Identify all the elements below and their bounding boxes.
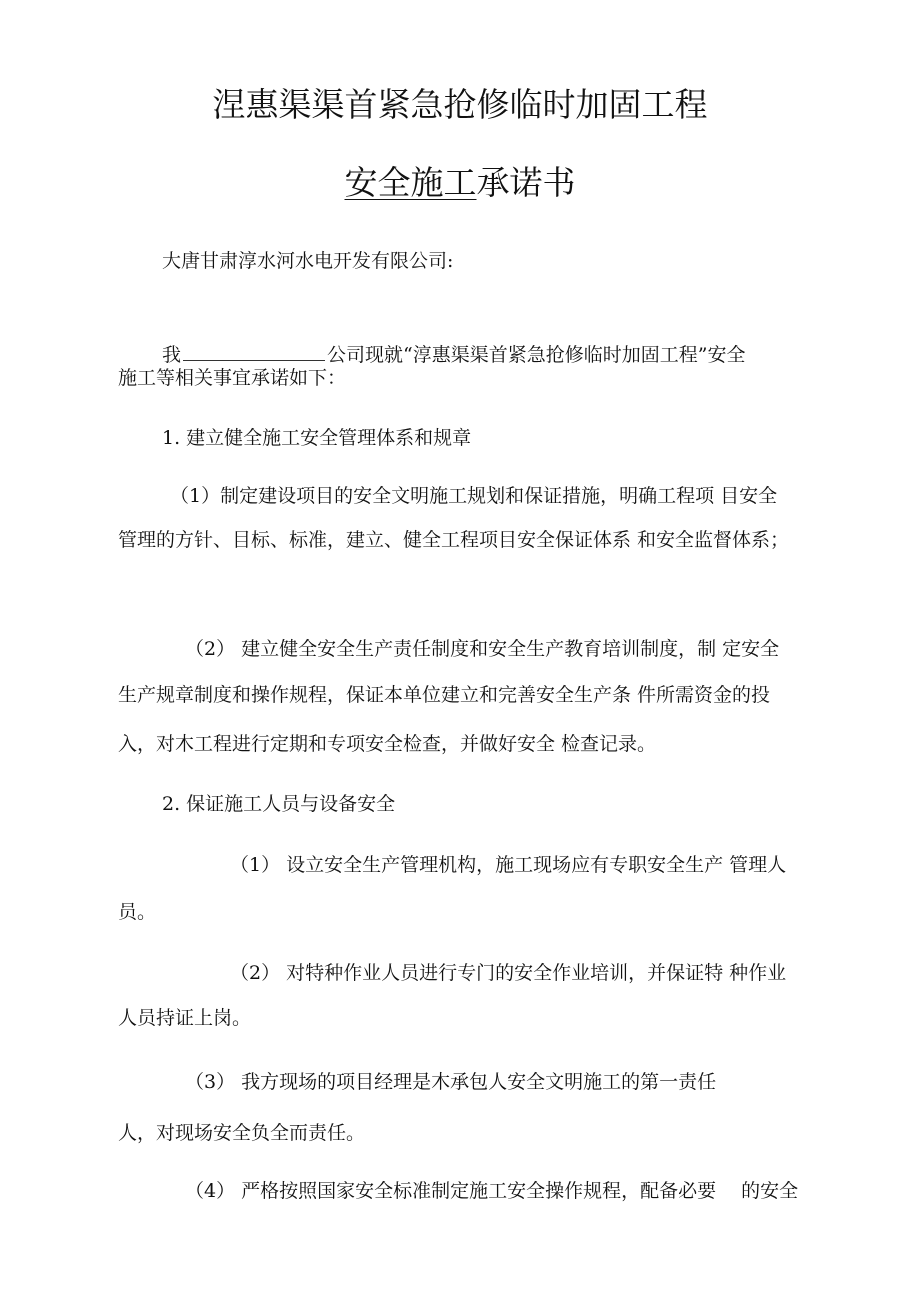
- intro-suffix: 公司现就“淳惠渠渠首紧急抢修临时加固工程”安全: [327, 344, 746, 366]
- intro-prefix: 我: [162, 344, 182, 366]
- addressee: 大唐甘肃淳水河水电开发有限公司:: [162, 250, 454, 272]
- s2-item-2-line-2: 人员持证上岗。: [118, 1007, 252, 1029]
- company-name-blank: [183, 342, 325, 361]
- subtitle-rest: 承诺书: [476, 163, 576, 202]
- document-subtitle: [0, 160, 920, 206]
- s1-item-2-line-1: （2） 建立健全安全生产责任制度和安全生产教育培训制度，制 定安全: [185, 638, 780, 660]
- s1-item-1-line-2: 管理的方针、目标、标准，建立、健全工程项目安全保证体系 和安全监督体系；: [118, 529, 790, 551]
- s2-item-3-line-2: 人，对现场安全负全而责任。: [118, 1122, 366, 1144]
- s1-item-2-line-2: 生产规章制度和操作规程，保证本单位建立和完善安全生产条 件所需资金的投: [118, 684, 771, 706]
- subtitle-underlined: 安全施工: [344, 163, 477, 202]
- intro-line-2: 施工等相关事宜承诺如下：: [118, 367, 347, 389]
- s2-item-1-line-1: （1） 设立安全生产管理机构，施工现场应有专职安全生产 管理人: [230, 854, 787, 876]
- document-title: 涅惠渠渠首紧急抢修临时加固工程: [212, 85, 708, 124]
- s2-item-1-line-2: 员。: [118, 901, 157, 923]
- s2-item-2-line-1: （2） 对特种作业人员进行专门的安全作业培训，并保证特 种作业: [230, 962, 787, 984]
- section-1-heading: 1. 建立健全施工安全管理体系和规章: [162, 427, 472, 449]
- s2-item-3-line-1: （3） 我方现场的项目经理是木承包人安全文明施工的第一责任: [185, 1071, 717, 1093]
- s1-item-2-line-3: 入，对木工程进行定期和专项安全检查，并做好安全 检查记录。: [118, 733, 657, 755]
- s1-item-1-line-1: （1）制定建设项目的安全文明施工规划和保证措施，明确工程项 目安全: [170, 485, 778, 507]
- section-2-heading: 2. 保证施工人员与设备安全: [162, 793, 396, 815]
- s2-item-4-line-1: （4） 严格按照国家安全标准制定施工安全操作规程，配备必要 的安全: [185, 1180, 799, 1202]
